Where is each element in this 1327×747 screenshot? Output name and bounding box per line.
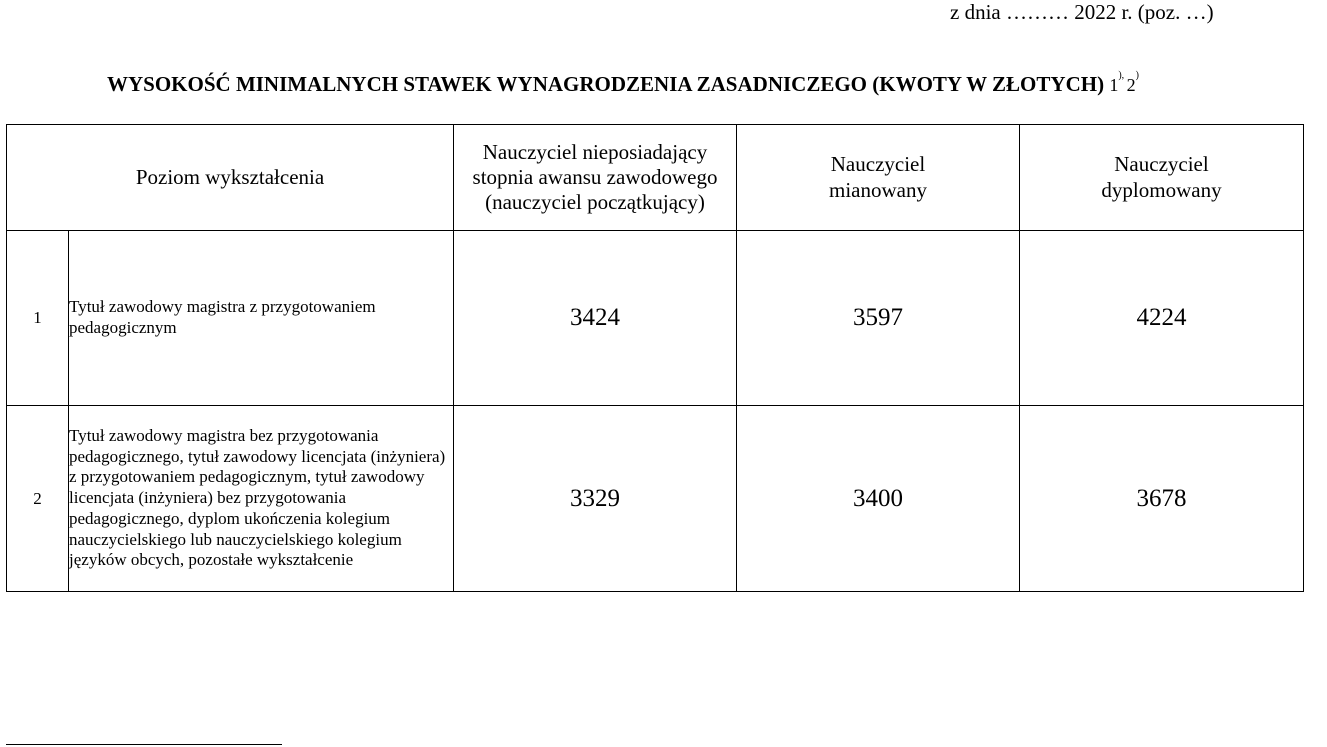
cell-certified-rate: 3678 [1020,406,1304,592]
header-appointed-label: Nauczyciel mianowany [829,152,927,202]
header-certified-label: Nauczyciel dyplomowany [1101,152,1222,202]
header-appointed-teacher [737,125,1020,231]
cell-appointed-rate: 3400 [737,406,1020,592]
header-beginner-label: Nauczyciel nieposiadający stopnia awansu zawodowego (nauczyciel początkujący) [472,139,718,215]
header-education-level: Poziom wykształcenia [7,125,454,231]
footnote-ref-1: 1 [1109,75,1119,95]
table-row [7,231,1304,406]
title-footnote-refs [1109,70,1139,95]
document-title [107,72,1139,97]
cell-certified-rate: 4224 [1020,231,1304,406]
row-education-description: Tytuł zawodowy magistra z przygotowaniem pedagogicznym [69,231,454,406]
row-number: 1 [7,231,69,406]
row-education-description: Tytuł zawodowy magistra bez przygotowania pedagogicznego, tytuł zawodowy licencjata (inżyniera) z przygotowaniem pedagogicznym, tytuł zawodowy licencjata (inżyniera) bez przygotowania pedagogicznego, dyplom ukończenia kolegium nauczycielskiego lub nauczycielskiego kolegium języków obcych, pozostałe wykształcenie [69,406,454,592]
cell-beginner-rate: 3329 [454,406,737,592]
cell-beginner-rate: 3424 [454,231,737,406]
header-certified-teacher [1020,125,1304,231]
footnote-ref-2: 2 [1126,75,1136,95]
cell-appointed-rate: 3597 [737,231,1020,406]
document-date-line: z dnia ……… 2022 r. (poz. …) [950,0,1214,24]
footnote-separator-line [6,744,282,745]
salary-rates-table [6,124,1304,592]
table-header-row [7,125,1304,231]
footnote-sep: ), [1118,70,1127,81]
row-number: 2 [7,406,69,592]
title-text: WYSOKOŚĆ MINIMALNYCH STAWEK WYNAGRODZENIA ZASADNICZEGO (KWOTY W ZŁOTYCH) [107,72,1105,96]
footnote-close: ) [1135,70,1139,81]
header-beginner-teacher [454,125,737,231]
table-row [7,406,1304,592]
